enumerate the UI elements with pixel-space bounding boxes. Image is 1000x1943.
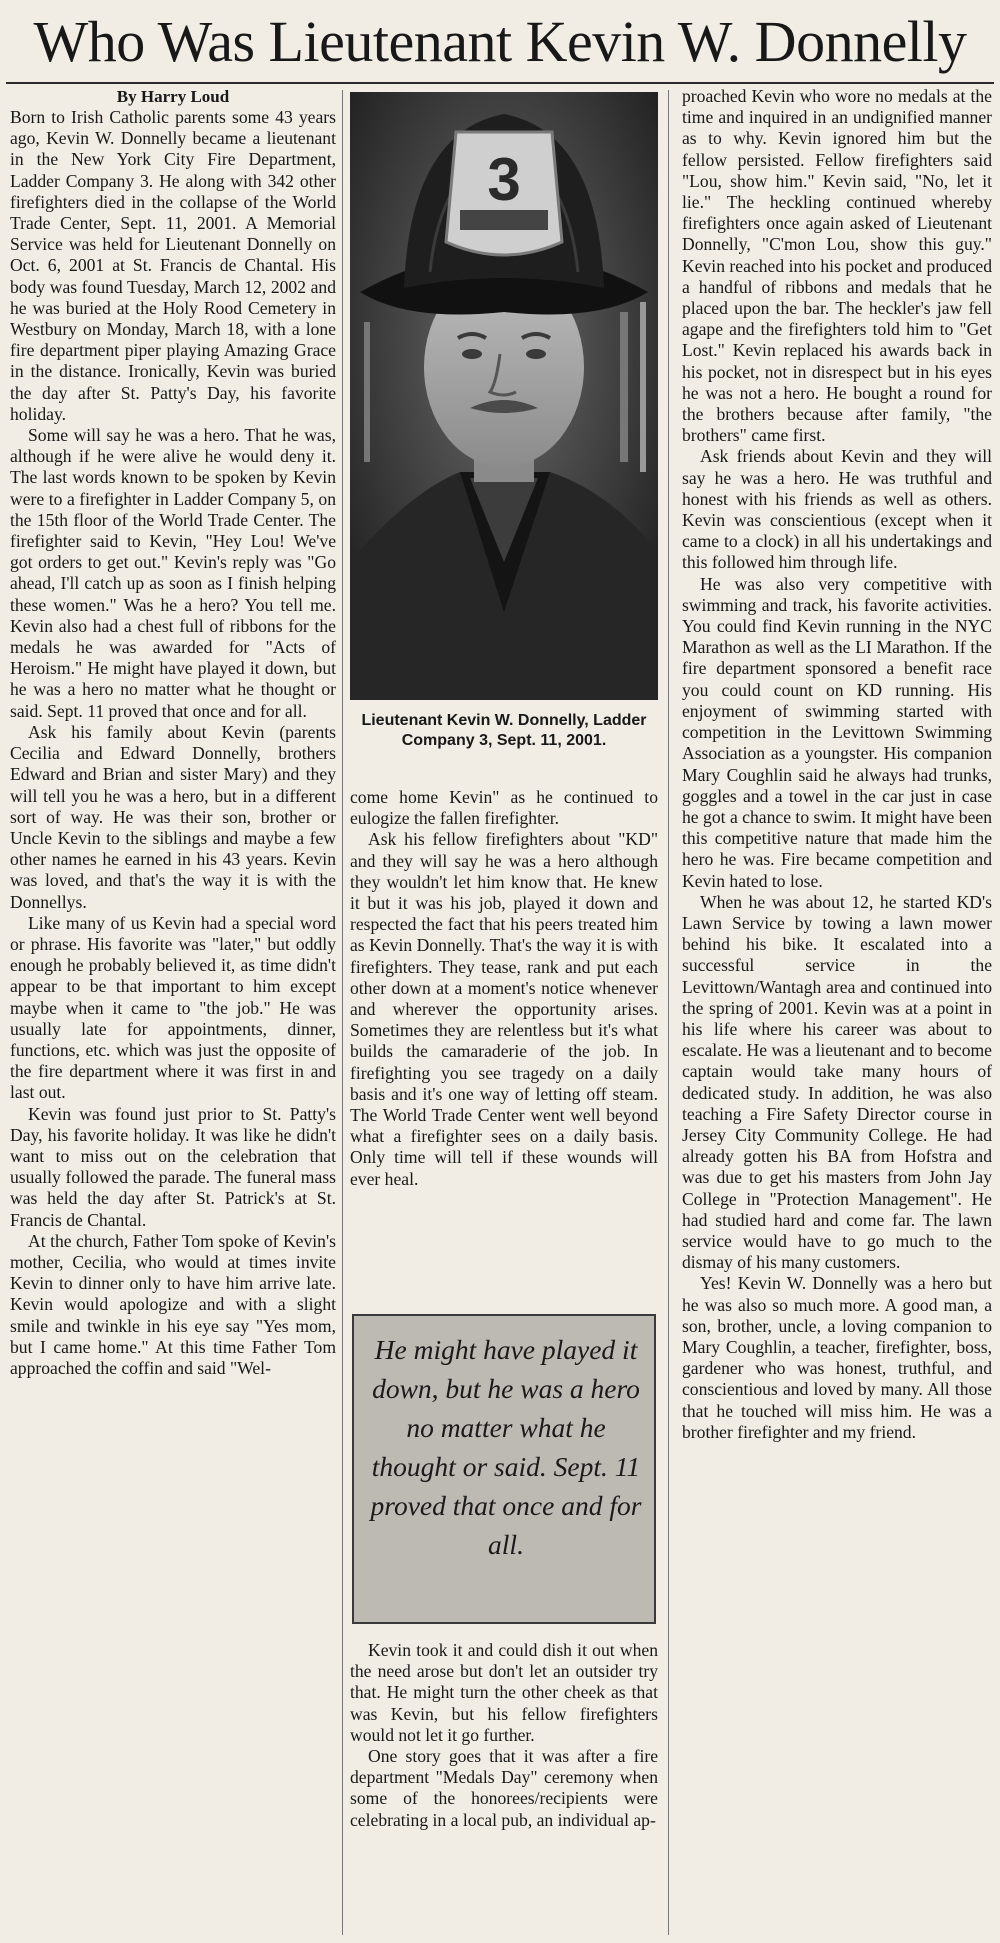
- column-divider: [342, 90, 343, 1935]
- firefighter-portrait-photo: [350, 92, 658, 700]
- paragraph: Ask his fellow firefighters about "KD" and they will say he was a hero although they wouldn't let him know that. He knew it but it was his job, played it down and respected the fact that his peers treated him as Kevin Donnelly. That's the way it is with firefighters. They tease, rank and put each other down at a moment's notice whenever and wherever the opportunity arises. Sometimes they are relentless but it's what builds the camaraderie of the job. In firefighting you see tragedy on a daily basis and it's one way of letting off steam. The World Trade Center went well beyond what a firefighter sees on a daily basis. Only time will tell if these wounds will ever heal.: [350, 829, 658, 1189]
- paragraph: Kevin took it and could dish it out when the need arose but don't let an outsider try that. He might turn the other cheek as that was Kevin, but his fellow firefighters would not let it go further.: [350, 1640, 658, 1745]
- paragraph: Ask his family about Kevin (parents Cecilia and Edward Donnelly, brothers Edward and Brian and sister Mary) and they will tell you he was a hero, but in a different sort of way. He was their son, brother or Uncle Kevin to the siblings and maybe a few other names he earned in his 43 years. Kevin was loved, and that's the way it is with the Donnellys.: [10, 721, 336, 912]
- paragraph: come home Kevin" as he continued to eulogize the fallen firefighter.: [350, 787, 658, 829]
- paragraph: He was also very competitive with swimming and track, his favorite activities. You could find Kevin running in the NYC Marathon as well as the LI Marathon. If the fire department sponsored a benefit race you could count on KD running. His enjoyment of swimming started with competition in the Levittown Swimming Association as a youngster. His companion Mary Coughlin said he always had trunks, goggles and a towel in the car just in case he got a chance to swim. It might have been this competitive nature that made him the hero he was. Fire became competition and Kevin hated to lose.: [682, 573, 992, 891]
- photo-caption: Lieutenant Kevin W. Donnelly, Ladder Company 3, Sept. 11, 2001.: [361, 712, 647, 749]
- article-column-2-continued: [350, 1640, 658, 1831]
- article-column-3: [682, 86, 992, 1443]
- portrait-illustration: [350, 92, 658, 700]
- headline: Who Was Lieutenant Kevin W. Donnelly: [33, 9, 967, 74]
- paragraph: Some will say he was a hero. That he was, although if he were alive he would deny it. The last words known to be spoken by Kevin were to a firefighter in Ladder Company 5, on the 15th floor of the World Trade Center. The firefighter said to Kevin, "Hey Lou! We've got orders to get out." Kevin's reply was "Go ahead, I'll catch up as soon as I finish helping these women." Was he a hero? You tell me. Kevin also had a chest full of ribbons for the medals he was awarded for "Acts of Heroism." He might have played it down, but he was a hero no matter what he thought or said. Sept. 11 proved that once and for all.: [10, 425, 336, 721]
- paragraph: Like many of us Kevin had a special word or phrase. His favorite was "later," but oddly enough he probably believed it, as time didn't appear to be that important to him except maybe when it came to "the job." He was usually late for appointments, dinner, functions, etc. which was just the opposite of the fire department where it was first in and last out.: [10, 912, 336, 1103]
- paragraph: One story goes that it was after a fire department "Medals Day" ceremony when some of the honorees/recipients were celebrating in a local pub, an individual ap-: [350, 1746, 658, 1830]
- paragraph: proached Kevin who wore no medals at the time and inquired in an undignified manner as to why. Kevin ignored him but the fellow persisted. Fellow firefighters said "Lou, show him." Kevin said, "No, let it lie." The heckling continued whereby firefighters once again asked of Lieutenant Donnelly, "C'mon Lou, show this guy." Kevin reached into his pocket and produced a handful of ribbons and medals that he placed upon the bar. The heckler's jaw fell agape and the firefighters told him to "Get Lost." Kevin replaced his awards back in his pocket, not in disrespect but in his eyes he was not a hero. He bought a round for the brothers because after family, "the brothers" came first.: [682, 86, 992, 446]
- paragraph: Kevin was found just prior to St. Patty's Day, his favorite holiday. It was like he didn't want to miss out on the celebration that usually followed the parade. The funeral mass was held the day after St. Patrick's at St. Francis de Chantal.: [10, 1103, 336, 1230]
- pull-quote: He might have played it down, but he was a hero no matter what he thought or said. Sept. 11 proved that once and for all.: [370, 1334, 642, 1560]
- headline-rule: [6, 82, 994, 84]
- pull-quote-box: [352, 1314, 656, 1624]
- paragraph: Born to Irish Catholic parents some 43 years ago, Kevin W. Donnelly became a lieutenant in the New York City Fire Department, Ladder Company 3. He along with 342 other firefighters died in the collapse of the World Trade Center, Sept. 11, 2001. A Memorial Service was held for Lieutenant Donnelly on Oct. 6, 2001 at St. Francis de Chantal. His body was found Tuesday, March 12, 2002 and he was buried at the Holy Rood Cemetery in Westbury on Monday, March 18, with a lone fire department piper playing Amazing Grace in the distance. Ironically, Kevin was buried the day after St. Patty's Day, his favorite holiday.: [10, 107, 336, 424]
- paragraph: Yes! Kevin W. Donnelly was a hero but he was also so much more. A good man, a son, brother, uncle, a loving companion to Mary Coughlin, a teacher, firefighter, boss, gardener who was honest, truthful, and conscientious and loved by many. All those that he touched will miss him. He was a brother firefighter and my friend.: [682, 1273, 992, 1442]
- paragraph: At the church, Father Tom spoke of Kevin's mother, Cecilia, who would at times invite Kevin to dinner only to have him arrive late. Kevin would apologize and with a slight smile and twinkle in his eye say "Yes mom, but I came home." At this time Father Tom approached the coffin and said "Wel-: [10, 1230, 336, 1378]
- article-column-2: [350, 787, 658, 1190]
- column-divider: [668, 90, 669, 1935]
- byline: By Harry Loud: [116, 87, 230, 106]
- paragraph: When he was about 12, he started KD's Lawn Service by towing a lawn mower behind his bike. It escalated into a successful service in the Levittown/Wantagh area and continued into the spring of 2001. Kevin was at a point in his life where his career was about to escalate. He was a lieutenant and to become captain would take many hours of dedicated study. In addition, he was also teaching a Fire Safety Director course in Jersey City Community College. He had already gotten his BA from Hofstra and was due to get his masters from John Jay College in "Protection Management". He had studied hard and come far. The lawn service would have to go much to the dismay of his many customers.: [682, 891, 992, 1273]
- helmet-shield-number: 3: [487, 146, 521, 213]
- article-column-1: [10, 86, 336, 1379]
- paragraph: Ask friends about Kevin and they will say he was a hero. He was truthful and honest with his friends as well as others. Kevin was conscientious (except when it came to a clock) in all his undertakings and this followed him through life.: [682, 446, 992, 573]
